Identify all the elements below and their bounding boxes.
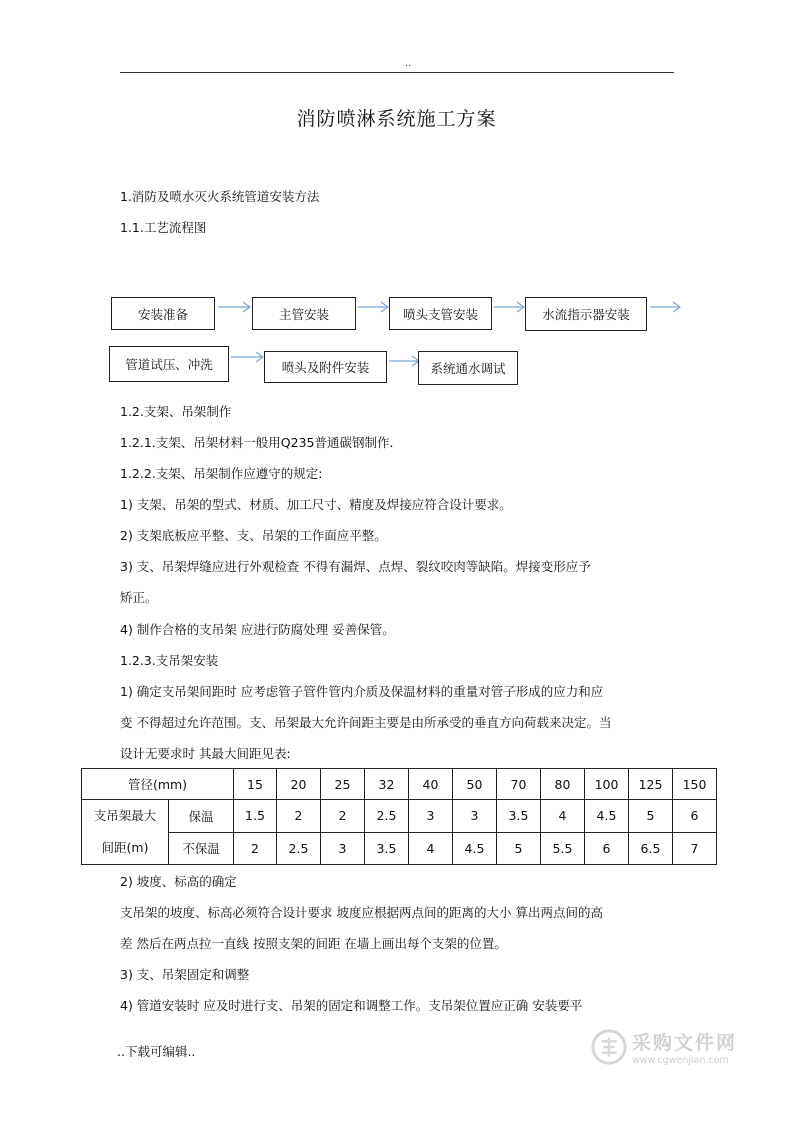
table-cell: 25 [321, 769, 365, 800]
watermark-url: www.cgwenjian.com [632, 1055, 729, 1066]
table-cell: 4.5 [453, 832, 497, 865]
table-cell: 150 [673, 769, 717, 800]
watermark [590, 1028, 737, 1066]
flow-step-sprinkler-branch: 喷头支管安装 [389, 297, 492, 330]
table-cell: 5 [497, 832, 541, 865]
flow-arrow [494, 301, 526, 313]
flow-step-prepare: 安装准备 [111, 297, 215, 330]
table-cell: 2 [321, 800, 365, 833]
table-sublabel: 不保温 [169, 832, 234, 865]
header-mark: .. [405, 58, 412, 69]
table-cell: 15 [234, 769, 277, 800]
flow-step-flow-indicator: 水流指示器安装 [525, 297, 647, 331]
document-title: 消防喷淋系统施工方案 [296, 108, 497, 130]
watermark-text: 采购文件网 [632, 1032, 738, 1054]
table-cell: 2.5 [277, 832, 321, 865]
paragraph: 设计无要求时 其最大间距见表: [120, 746, 291, 761]
table-cell: 2 [234, 832, 277, 865]
paragraph: 1) 确定支吊架间距时 应考虑管子管件管内介质及保温材料的重量对管子形成的应力和应 [120, 684, 604, 699]
table-cell: 5.5 [541, 832, 585, 865]
flow-arrow [389, 355, 421, 367]
table-sublabel: 保温 [169, 800, 234, 833]
table-cell: 6.5 [629, 832, 673, 865]
table-cell: 40 [409, 769, 453, 800]
table-cell: 4 [541, 800, 585, 833]
footer-note: ..下载可编辑.. [117, 1044, 196, 1059]
table-cell: 3 [321, 832, 365, 865]
paragraph: 支吊架的坡度、标高必须符合设计要求 坡度应根据两点间的距离的大小 算出两点间的高 [120, 905, 603, 920]
table-cell: 6 [673, 800, 717, 833]
header-rule [120, 72, 674, 73]
paragraph: 变 不得超过允许范围。支、吊架最大允许间距主要是由所承受的垂直方向荷载来决定。当 [120, 715, 612, 730]
paragraph: 4) 制作合格的支吊架 应进行防腐处理 妥善保管。 [120, 622, 395, 637]
table-cell: 20 [277, 769, 321, 800]
paragraph: 4) 管道安装时 应及时进行支、吊架的固定和调整工作。支吊架位置应正确 安装要平 [120, 998, 583, 1013]
flow-step-system-commissioning: 系统通水调试 [418, 351, 518, 385]
section-heading-1-1: 1.1.工艺流程图 [120, 220, 207, 235]
paragraph: 矫正。 [120, 590, 158, 605]
table-cell: 7 [673, 832, 717, 865]
table-cell: 4 [409, 832, 453, 865]
table-cell: 3 [453, 800, 497, 833]
flow-step-sprinkler-accessories: 喷头及附件安装 [264, 351, 387, 383]
table-cell: 80 [541, 769, 585, 800]
flow-arrow [650, 301, 682, 313]
table-cell: 32 [365, 769, 409, 800]
table-cell: 3.5 [365, 832, 409, 865]
table-cell: 5 [629, 800, 673, 833]
table-cell: 4.5 [585, 800, 629, 833]
paragraph: 3) 支、吊架固定和调整 [120, 967, 250, 982]
support-spacing-table [81, 768, 717, 865]
table-cell: 1.5 [234, 800, 277, 833]
section-heading-1: 1.消防及喷水灭火系统管道安装方法 [120, 189, 320, 204]
table-cell: 3.5 [497, 800, 541, 833]
flow-step-main-pipe: 主管安装 [252, 297, 356, 330]
paragraph: 差 然后在两点拉一直线 按照支架的间距 在墙上画出每个支架的位置。 [120, 936, 507, 951]
table-cell: 2.5 [365, 800, 409, 833]
table-cell: 3 [409, 800, 453, 833]
flow-arrow [231, 351, 265, 363]
flow-step-pressure-test: 管道试压、冲洗 [109, 346, 229, 382]
table-row-label-line: 间距(m) [101, 840, 149, 855]
table-cell: 2 [277, 800, 321, 833]
table-cell: 125 [629, 769, 673, 800]
flow-arrow [358, 301, 390, 313]
table-cell: 100 [585, 769, 629, 800]
watermark-logo-icon [590, 1028, 628, 1066]
paragraph: 1) 支架、吊架的型式、材质、加工尺寸、精度及焊接应符合设计要求。 [120, 497, 512, 512]
table-row-label [82, 800, 169, 865]
paragraph: 1.2.2.支架、吊架制作应遵守的规定: [120, 466, 323, 481]
flow-arrow [218, 301, 252, 313]
paragraph: 1.2.1.支架、吊架材料一般用Q235普通碳钢制作. [120, 435, 394, 450]
table-cell: 50 [453, 769, 497, 800]
paragraph: 3) 支、吊架焊缝应进行外观检查 不得有漏焊、点焊、裂纹咬肉等缺陷。焊接变形应予 [120, 559, 591, 574]
table-cell: 70 [497, 769, 541, 800]
table-cell: 6 [585, 832, 629, 865]
paragraph: 1.2.支架、吊架制作 [120, 404, 232, 419]
paragraph: 1.2.3.支吊架安装 [120, 653, 219, 668]
paragraph: 2) 坡度、标高的确定 [120, 874, 237, 889]
table-row-label-line: 支吊架最大 [93, 808, 157, 823]
paragraph: 2) 支架底板应平整、支、吊架的工作面应平整。 [120, 528, 387, 543]
table-header-label: 管径(mm) [82, 769, 234, 800]
